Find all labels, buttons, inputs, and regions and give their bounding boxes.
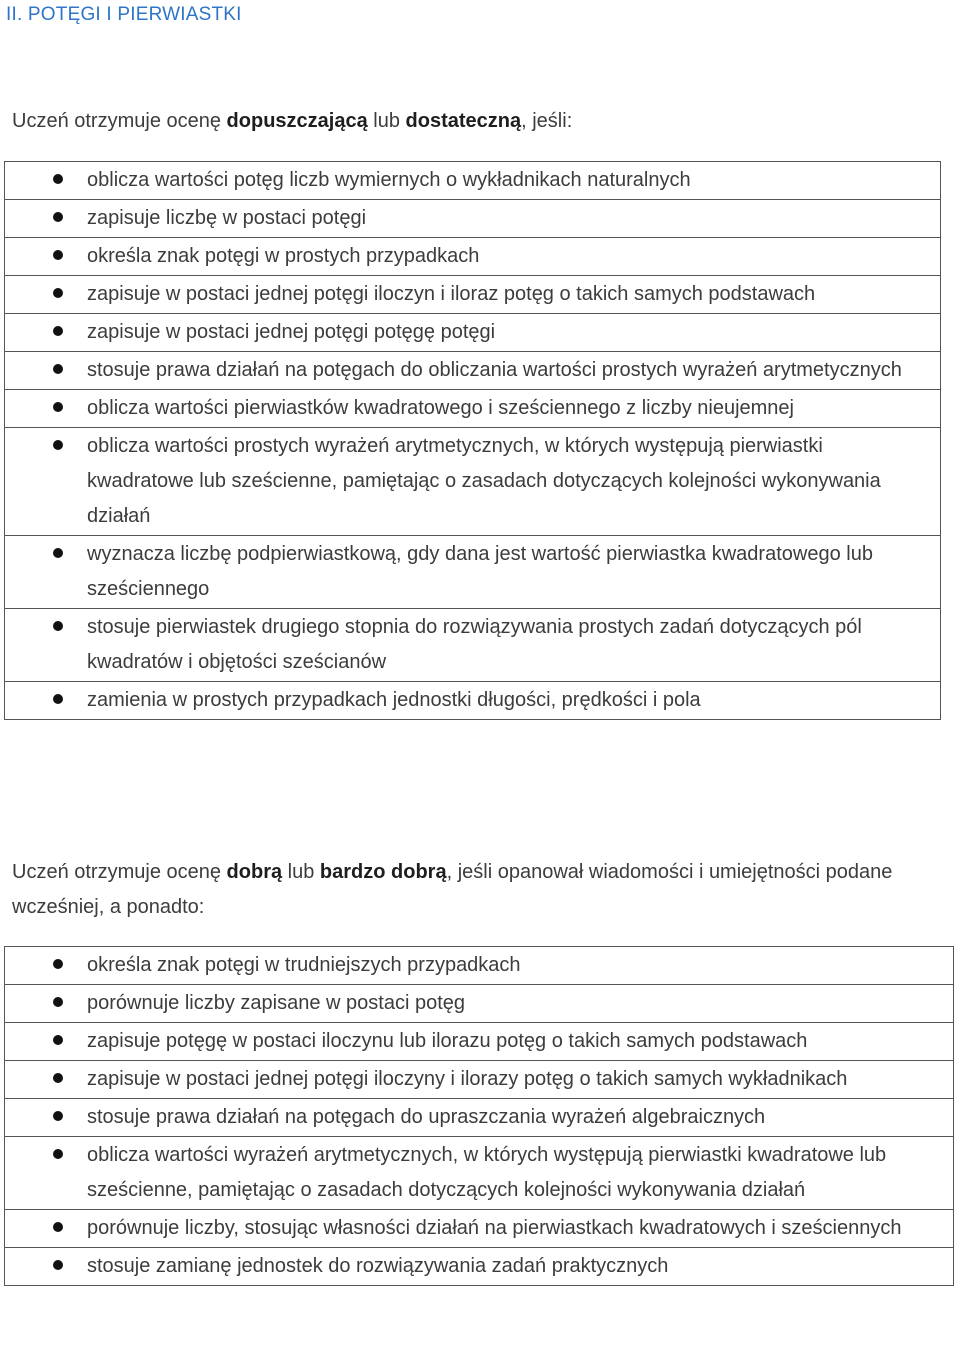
criteria-row [5, 1023, 954, 1061]
intro-text: Uczeń otrzymuje ocenę [12, 110, 227, 132]
criteria-cell [5, 609, 941, 682]
criteria-cell [5, 390, 941, 428]
bullet-icon [53, 621, 63, 631]
bullet-icon [53, 959, 63, 969]
section-heading: II. POTĘGI I PIERWIASTKI [6, 4, 242, 25]
bullet-icon [53, 1149, 63, 1159]
criteria-row [5, 428, 941, 536]
criteria-text: zapisuje w postaci jednej potęgi potęgę potęgi [87, 321, 496, 343]
criteria-row [5, 352, 941, 390]
criteria-cell [5, 536, 941, 609]
criteria-cell [5, 276, 941, 314]
bullet-icon [53, 1111, 63, 1121]
criteria-row [5, 200, 941, 238]
bullet-icon [53, 364, 63, 374]
criteria-row [5, 1099, 954, 1137]
intro-text: lub [282, 861, 320, 883]
criteria-row [5, 1210, 954, 1248]
intro-text: Uczeń otrzymuje ocenę [12, 861, 227, 883]
bullet-icon [53, 1260, 63, 1270]
criteria-text: porównuje liczby zapisane w postaci potęg [87, 992, 465, 1014]
criteria-text: wyznacza liczbę podpierwiastkową, gdy dana jest wartość pierwiastka kwadratowego lub sześciennego [87, 543, 873, 600]
criteria-cell [5, 314, 941, 352]
criteria-row [5, 536, 941, 609]
criteria-row [5, 276, 941, 314]
intro-advanced-grades [12, 855, 952, 925]
bullet-icon [53, 694, 63, 704]
bullet-icon [53, 1222, 63, 1232]
bullet-icon [53, 440, 63, 450]
bullet-icon [53, 1035, 63, 1045]
criteria-table-advanced [4, 946, 954, 1286]
criteria-row [5, 985, 954, 1023]
criteria-cell [5, 947, 954, 985]
bullet-icon [53, 402, 63, 412]
criteria-cell [5, 1248, 954, 1286]
criteria-text: stosuje prawa działań na potęgach do obliczania wartości prostych wyrażeń arytmetycznych [87, 359, 902, 381]
criteria-cell [5, 1061, 954, 1099]
criteria-text: określa znak potęgi w prostych przypadkach [87, 245, 480, 267]
criteria-text: stosuje zamianę jednostek do rozwiązywania zadań praktycznych [87, 1255, 669, 1277]
bullet-icon [53, 174, 63, 184]
criteria-row [5, 314, 941, 352]
grade-name: dostateczną [405, 110, 522, 132]
criteria-text: zapisuje liczbę w postaci potęgi [87, 207, 367, 229]
criteria-row [5, 947, 954, 985]
criteria-row [5, 1248, 954, 1286]
criteria-row [5, 682, 941, 720]
criteria-text: zapisuje potęgę w postaci iloczynu lub ilorazu potęg o takich samych podstawach [87, 1030, 808, 1052]
criteria-row [5, 162, 941, 200]
criteria-text: oblicza wartości potęg liczb wymiernych o wykładnikach naturalnych [87, 169, 691, 191]
criteria-row [5, 1061, 954, 1099]
criteria-cell [5, 1099, 954, 1137]
criteria-row [5, 1137, 954, 1210]
criteria-text: porównuje liczby, stosując własności działań na pierwiastkach kwadratowych i sześciennych [87, 1217, 902, 1239]
criteria-table-basic [4, 161, 941, 720]
grade-name: dopuszczającą [226, 110, 368, 132]
intro-text: lub [367, 110, 406, 132]
criteria-cell [5, 238, 941, 276]
criteria-cell [5, 1210, 954, 1248]
criteria-row [5, 390, 941, 428]
criteria-text: określa znak potęgi w trudniejszych przypadkach [87, 954, 521, 976]
criteria-text: oblicza wartości wyrażeń arytmetycznych, w których występują pierwiastki kwadratowe lub sześcienne, pamiętając o zasadach dotyczących kolejności wykonywania działań [87, 1144, 887, 1201]
bullet-icon [53, 548, 63, 558]
criteria-cell [5, 200, 941, 238]
criteria-text: stosuje pierwiastek drugiego stopnia do rozwiązywania prostych zadań dotyczących pól kwadratów i objętości sześcianów [87, 616, 862, 673]
bullet-icon [53, 997, 63, 1007]
criteria-cell [5, 162, 941, 200]
criteria-text: stosuje prawa działań na potęgach do upraszczania wyrażeń algebraicznych [87, 1106, 766, 1128]
criteria-cell [5, 985, 954, 1023]
grade-name: dobrą [226, 861, 283, 883]
criteria-text: oblicza wartości prostych wyrażeń arytmetycznych, w których występują pierwiastki kwadratowe lub sześcienne, pamiętając o zasadach dotyczących kolejności wykonywania działań [87, 435, 881, 527]
criteria-cell [5, 1137, 954, 1210]
intro-basic-grades [12, 104, 912, 139]
bullet-icon [53, 288, 63, 298]
criteria-text: zapisuje w postaci jednej potęgi iloczyny i ilorazy potęg o takich samych wykładnikach [87, 1068, 848, 1090]
criteria-text: oblicza wartości pierwiastków kwadratowego i sześciennego z liczby nieujemnej [87, 397, 794, 419]
criteria-cell [5, 1023, 954, 1061]
criteria-cell [5, 428, 941, 536]
criteria-text: zapisuje w postaci jednej potęgi iloczyn i iloraz potęg o takich samych podstawach [87, 283, 816, 305]
criteria-text: zamienia w prostych przypadkach jednostki długości, prędkości i pola [87, 689, 701, 711]
bullet-icon [53, 1073, 63, 1083]
criteria-row [5, 238, 941, 276]
criteria-cell [5, 682, 941, 720]
criteria-cell [5, 352, 941, 390]
bullet-icon [53, 250, 63, 260]
grade-name: bardzo dobrą [319, 861, 447, 883]
criteria-row [5, 609, 941, 682]
bullet-icon [53, 326, 63, 336]
intro-text: , jeśli: [521, 110, 573, 132]
intro-text: , jeśli opanował wiadomości i umiejętności podane wcześniej, a ponadto: [12, 861, 893, 918]
bullet-icon [53, 212, 63, 222]
